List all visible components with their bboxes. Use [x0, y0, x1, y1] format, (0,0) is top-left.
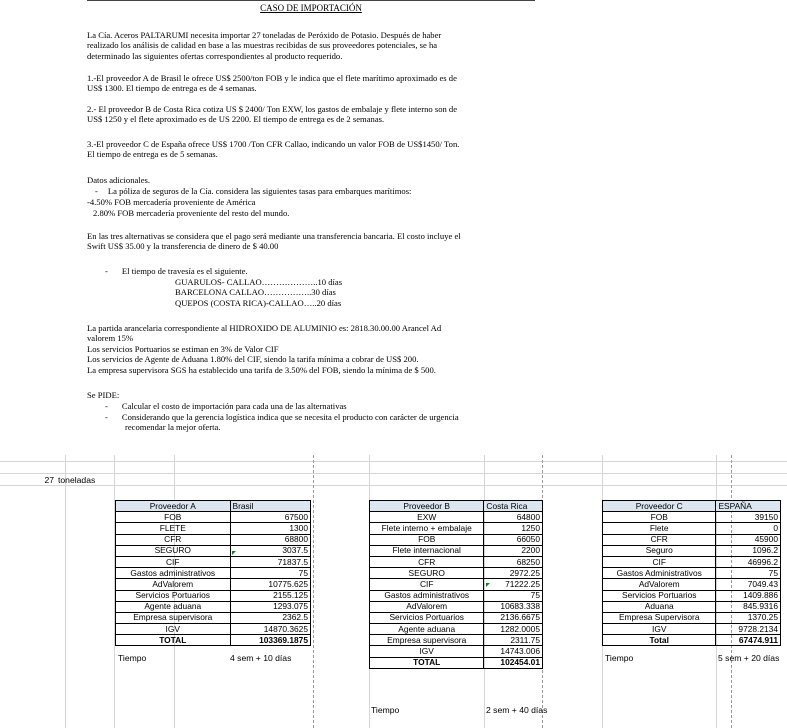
row-value[interactable]: 845.9316 — [716, 601, 781, 612]
offer-b-paragraph: 2.- El proveedor B de Costa Rica cotiza US $ 2400/ Ton EXW, los gastos de embalaje y flete interno son de US$ 1250 y el flete aproximado es de US 2200. El tiempo de entrega es de 2 semanas. — [87, 104, 458, 125]
row-label[interactable]: IGV — [116, 624, 231, 635]
row-value[interactable]: 1250 — [484, 523, 543, 534]
total-label[interactable]: TOTAL — [370, 657, 484, 668]
extra-data-title: Datos adicionales. — [87, 175, 151, 185]
row-value[interactable]: 2155.125 — [230, 590, 310, 601]
row-label[interactable]: CIF — [370, 579, 484, 590]
row-value[interactable]: 9728.2134 — [716, 624, 781, 635]
row-value[interactable]: 75 — [716, 568, 781, 579]
row-value[interactable]: 75 — [230, 568, 310, 579]
offer-a-paragraph: 1.-El proveedor A de Brasil le ofrece US$ 2500/ton FOB y le indica que el flete marítimo aproximado es de US$ 1300. El tiempo de entrega es de 4 semanas. — [87, 73, 457, 94]
row-value[interactable]: 1370.25 — [716, 612, 781, 623]
row-value[interactable]: 1293.075 — [230, 601, 310, 612]
row-value[interactable]: 14743.006 — [484, 646, 543, 657]
row-value[interactable]: 2972.25 — [484, 568, 543, 579]
row-label[interactable]: Gastos administrativos — [116, 568, 231, 579]
row-value[interactable]: 45900 — [716, 534, 781, 545]
ask-item: - Considerando que la gerencia logística indica que se necesita el producto con carácter de urgencia recomendar la mejor oferta. — [105, 412, 459, 433]
row-value[interactable]: 68800 — [230, 534, 310, 545]
row-label[interactable]: CFR — [603, 534, 716, 545]
payment-paragraph: En las tres alternativas se considera que el pago será mediante una transferencia bancaria. El costo incluye el Swift US$ 35.00 y la transferencia de dinero de $ 40.00 — [87, 231, 461, 252]
row-value[interactable]: 3037.5 — [230, 545, 310, 556]
document-top-border — [87, 0, 535, 1]
row-label[interactable]: Flete internacional — [370, 545, 484, 556]
tons-label-cell[interactable]: toneladas — [58, 475, 96, 485]
error-indicator-icon — [486, 583, 490, 587]
table-header-cell[interactable]: ESPAÑA — [716, 501, 781, 512]
row-value[interactable]: 2136.6675 — [484, 612, 543, 623]
total-label[interactable]: Total — [603, 635, 716, 646]
row-label[interactable]: FLETE — [116, 523, 231, 534]
row-value[interactable]: 0 — [716, 523, 781, 534]
row-label[interactable]: CFR — [370, 556, 484, 567]
row-label[interactable]: Servicios Portuarios — [603, 590, 716, 601]
document-title: CASO DE IMPORTACIÓN — [260, 3, 362, 13]
row-label[interactable]: CIF — [603, 556, 716, 567]
row-value[interactable]: 7049.43 — [716, 579, 781, 590]
row-value[interactable]: 10683.338 — [484, 601, 543, 612]
row-value[interactable]: 14870.3625 — [230, 624, 310, 635]
table-header-cell[interactable]: Proveedor A — [116, 501, 231, 512]
row-label[interactable]: IGV — [370, 646, 484, 657]
row-label[interactable]: SEGURO — [370, 568, 484, 579]
row-value[interactable]: 1409.886 — [716, 590, 781, 601]
row-label[interactable]: AdValorem — [370, 601, 484, 612]
provider-c-table[interactable] — [602, 500, 781, 646]
provider-a-table[interactable] — [115, 500, 311, 646]
gridline — [0, 485, 787, 486]
transit-list: GUARULOS- CALLAO………………..10 días BARCELONA CALLAO……………..30 días QUEPOS (COSTA RICA)-CALLAO…..20 días — [175, 277, 343, 308]
row-label[interactable]: Aduana — [603, 601, 716, 612]
row-label[interactable]: Empresa Supervisora — [603, 612, 716, 623]
table-header-cell[interactable]: Costa Rica — [484, 501, 543, 512]
row-value[interactable]: 2311.75 — [484, 635, 543, 646]
row-value[interactable]: 71837.5 — [230, 556, 310, 567]
total-value[interactable]: 103369.1875 — [230, 635, 310, 646]
time-value[interactable]: 4 sem + 10 días — [230, 653, 292, 663]
row-label[interactable]: CFR — [116, 534, 231, 545]
error-indicator-icon — [232, 551, 236, 555]
row-label[interactable]: Servicios Portuarios — [116, 590, 231, 601]
time-label[interactable]: Tiempo — [371, 705, 400, 715]
row-value[interactable]: 66050 — [484, 534, 543, 545]
row-label[interactable]: FOB — [116, 512, 231, 523]
extra-data-item: -4.50% FOB mercadería proveniente de América — [87, 197, 256, 207]
ask-title: Se PIDE: — [87, 390, 120, 400]
row-value[interactable]: 67500 — [230, 512, 310, 523]
row-label[interactable]: AdValorem — [116, 579, 231, 590]
row-label[interactable]: FOB — [370, 534, 484, 545]
time-value[interactable]: 2 sem + 40 días — [486, 705, 548, 715]
row-value[interactable]: 75 — [484, 590, 543, 601]
time-value[interactable]: 5 sem + 20 días — [718, 653, 780, 663]
row-value[interactable]: 2200 — [484, 545, 543, 556]
row-label[interactable]: AdValorem — [603, 579, 716, 590]
row-value[interactable]: 10775.625 — [230, 579, 310, 590]
tariff-paragraph: La partida arancelaria correspondiente al HIDROXIDO DE ALUMINIO es: 2818.30.00.00 Arancel Ad valorem 15% Los servicios Portuarios se estiman en 3% de Valor CIF Los servicios de Agente de Aduana 1.80% del CIF, siendo la tarifa mínima a cobrar de US$ 200. La empresa supervisora SGS ha establecido una tarifa de 3.50% del FOB, siendo la mínima de $ 500. — [87, 323, 442, 375]
row-label[interactable]: Empresa supervisora — [370, 635, 484, 646]
row-label[interactable]: Agente aduana — [370, 624, 484, 635]
row-value[interactable]: 2362.5 — [230, 612, 310, 623]
gridline — [65, 455, 66, 728]
table-header-cell[interactable]: Brasil — [230, 501, 310, 512]
row-value[interactable]: 71222.25 — [484, 579, 543, 590]
row-value[interactable]: 39150 — [716, 512, 781, 523]
time-label[interactable]: Tiempo — [118, 653, 147, 663]
row-label[interactable]: FOB — [603, 512, 716, 523]
tons-value-cell[interactable]: 27 — [44, 475, 54, 485]
gridline — [0, 461, 787, 462]
row-label[interactable]: Flete — [603, 523, 716, 534]
gridline — [0, 473, 787, 474]
embedded-document[interactable] — [87, 0, 535, 442]
row-label[interactable]: Flete interno + embalaje — [370, 523, 484, 534]
row-label[interactable]: IGV — [603, 624, 716, 635]
row-label[interactable]: Gastos administrativos — [370, 590, 484, 601]
offer-c-paragraph: 3.-El proveedor C de España ofrece US$ 1700 /Ton CFR Callao, indicando un valor FOB de US$1450/ Ton. El tiempo de entrega es de 5 semanas. — [87, 139, 460, 160]
row-value[interactable]: 64800 — [484, 512, 543, 523]
page-break-line — [313, 455, 314, 728]
row-label[interactable]: SEGURO — [116, 545, 231, 556]
table-header-cell[interactable]: Proveedor B — [370, 501, 484, 512]
extra-data-item: 2.80% FOB mercadería proveniente del resto del mundo. — [93, 208, 290, 218]
total-value[interactable]: 67474.911 — [716, 635, 781, 646]
row-label[interactable]: Seguro — [603, 545, 716, 556]
extra-data-item: - La póliza de seguros de la Cía. considera las siguientes tasas para embarques marítimos: — [95, 186, 412, 196]
total-value[interactable]: 102454.01 — [484, 657, 543, 668]
row-label[interactable]: CIF — [116, 556, 231, 567]
row-value[interactable]: 1096.2 — [716, 545, 781, 556]
intro-paragraph: La Cía. Aceros PALTARUMI necesita importar 27 toneladas de Peróxido de Potasio. Después de haber realizado los análisis de calidad en base a las muestras recibidas de sus proveedores potenciales, se ha determinado las siguientes ofertas correspondientes al producto requerido. — [87, 30, 442, 61]
table-header-cell[interactable]: Proveedor C — [603, 501, 716, 512]
row-label[interactable]: Agente aduana — [116, 601, 231, 612]
row-label[interactable]: Gastos Administrativos — [603, 568, 716, 579]
provider-b-table[interactable] — [369, 500, 543, 669]
row-label[interactable]: Empresa supervisora — [116, 612, 231, 623]
row-value[interactable]: 1300 — [230, 523, 310, 534]
ask-item: - Calcular el costo de importación para cada una de las alternativas — [105, 401, 347, 411]
row-label[interactable]: EXW — [370, 512, 484, 523]
row-value[interactable]: 1282.0005 — [484, 624, 543, 635]
time-label[interactable]: Tiempo — [605, 653, 634, 663]
total-label[interactable]: TOTAL — [116, 635, 231, 646]
row-value[interactable]: 46996.2 — [716, 556, 781, 567]
row-label[interactable]: Servicios Portuarios — [370, 612, 484, 623]
row-value[interactable]: 68250 — [484, 556, 543, 567]
transit-title: - El tiempo de travesía es el siguiente. — [105, 266, 248, 276]
